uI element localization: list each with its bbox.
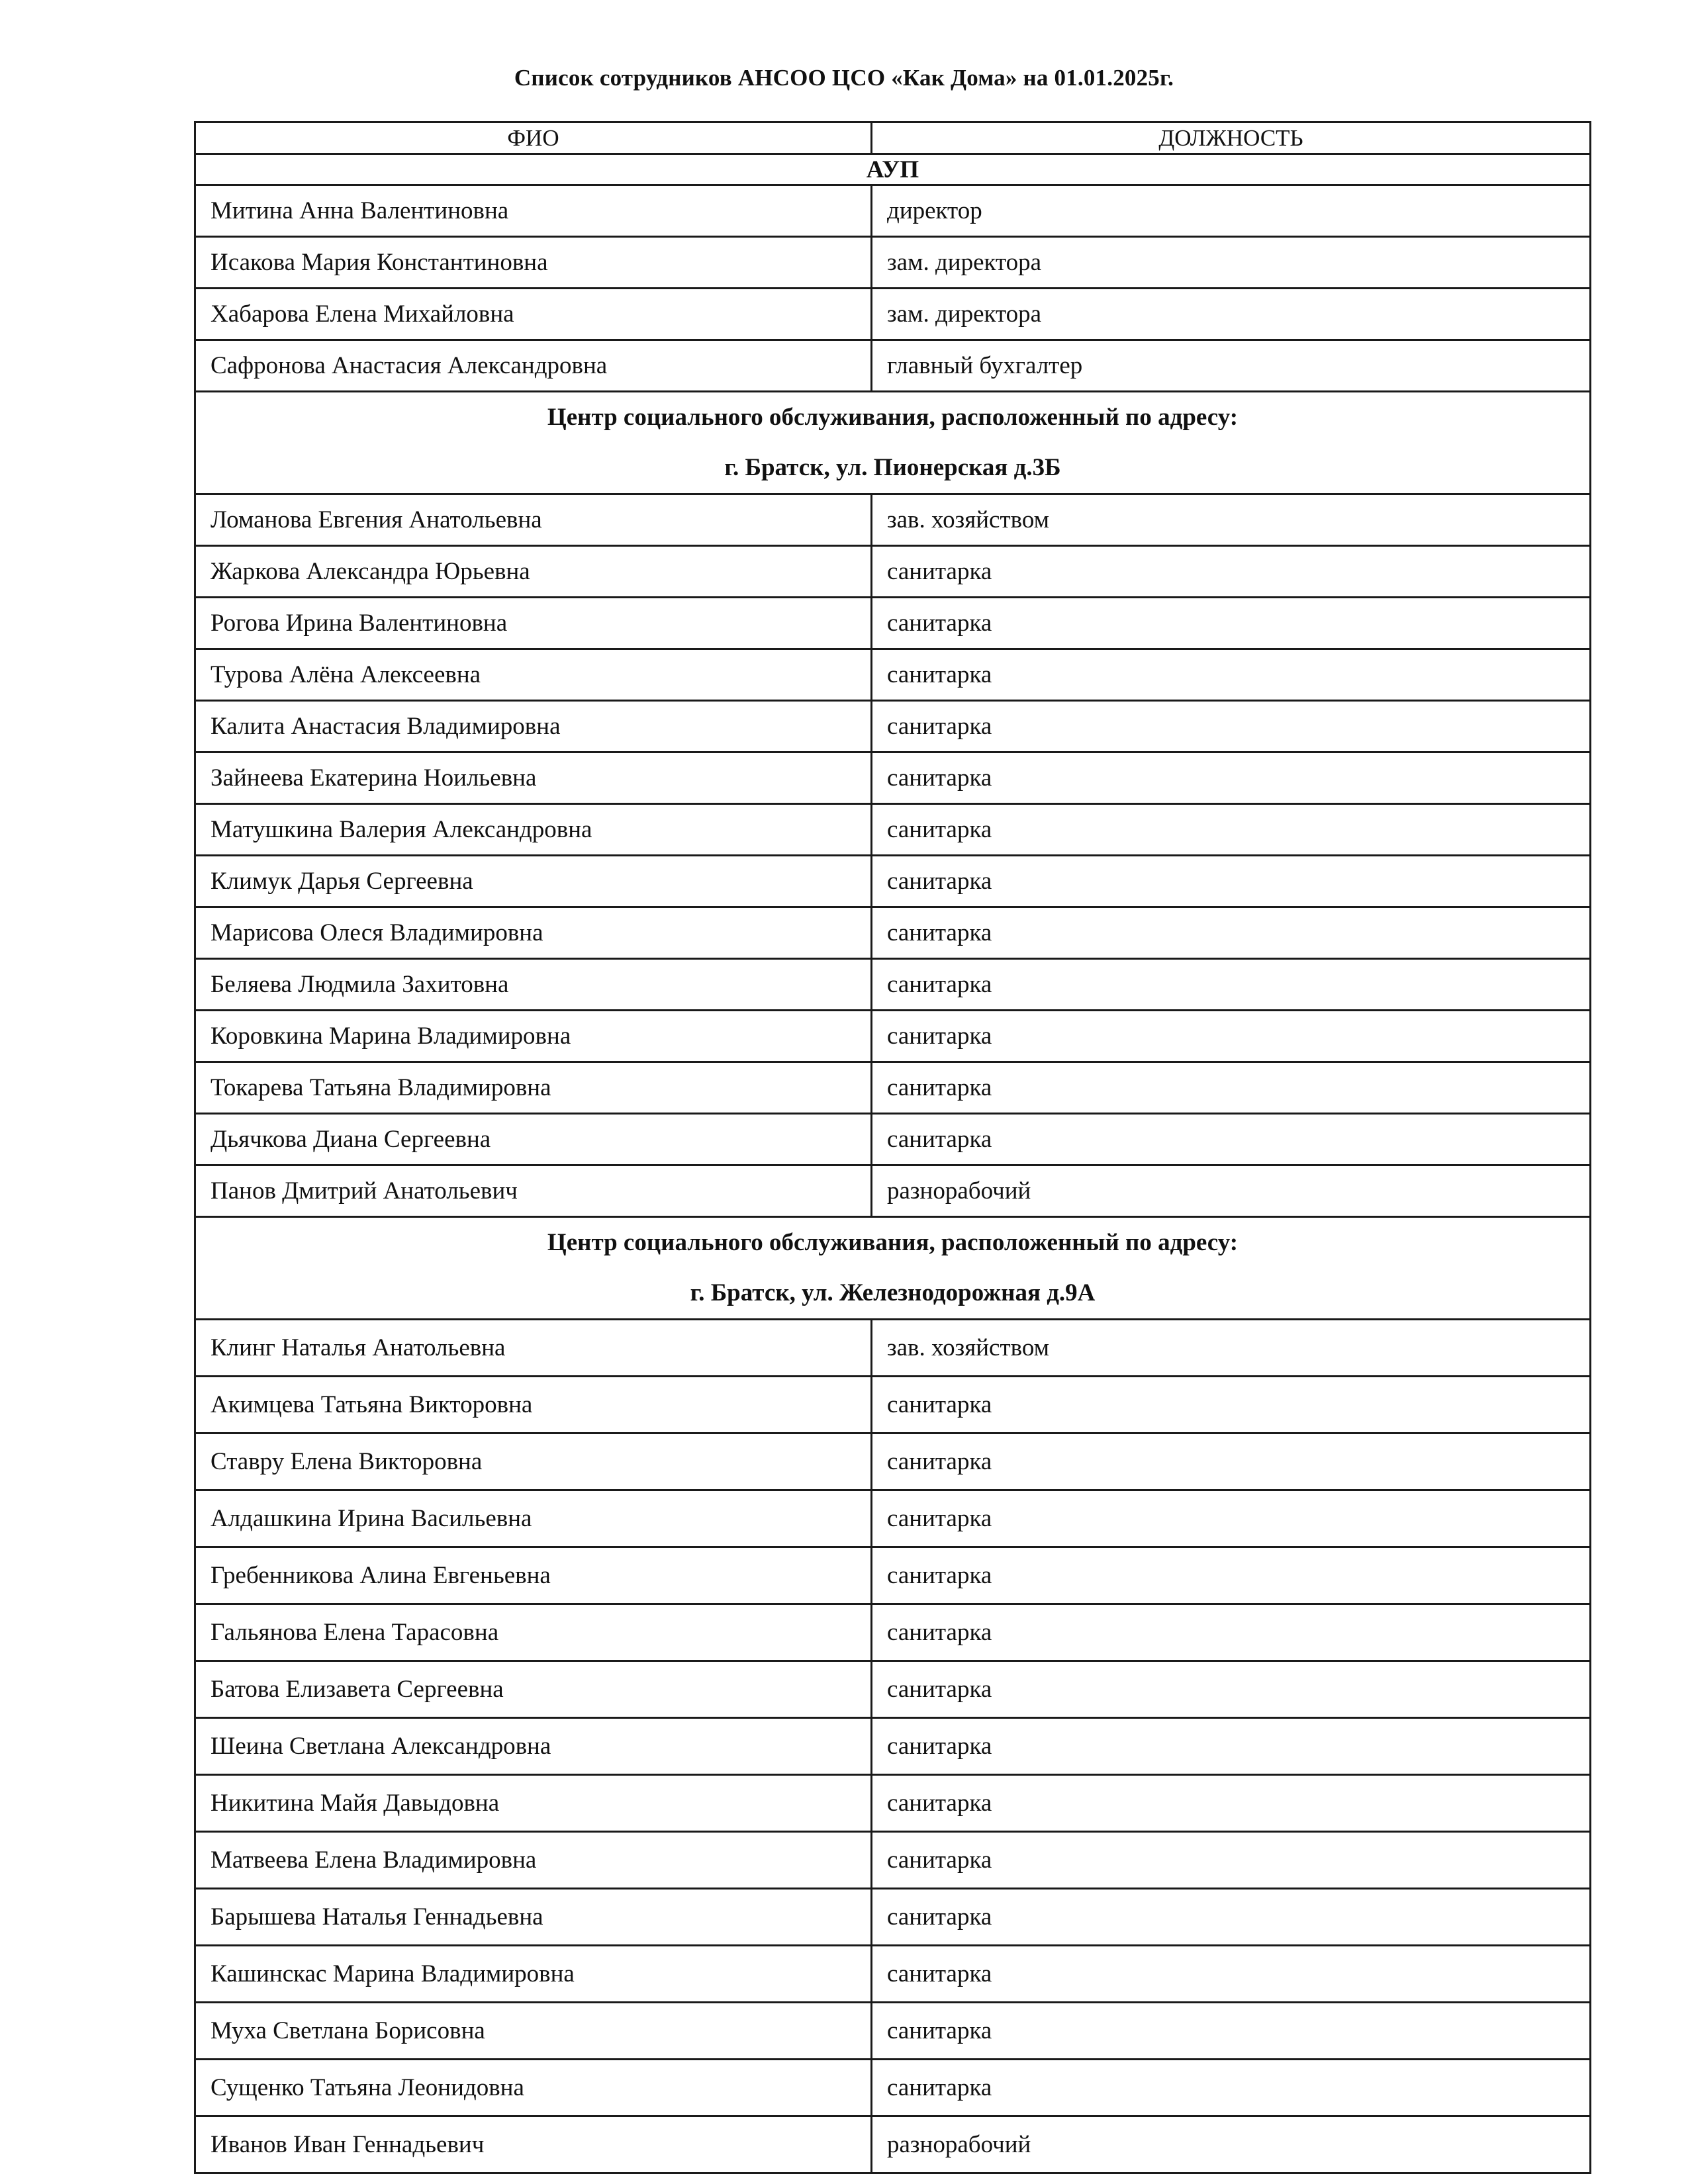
staff-table: [194, 121, 1591, 2174]
table-row: [195, 1775, 1591, 1832]
employee-name: Жаркова Александра Юрьевна: [195, 546, 872, 598]
table-row: [195, 1114, 1591, 1165]
employee-name: Ставру Елена Викторовна: [195, 1433, 872, 1490]
table-row: [195, 1165, 1591, 1217]
table-row: [195, 185, 1591, 237]
employee-name: Зайнеева Екатерина Ноильевна: [195, 752, 872, 804]
employee-position: санитарка: [872, 1718, 1591, 1775]
employee-position: санитарка: [872, 856, 1591, 907]
employee-name: Клинг Наталья Анатольевна: [195, 1320, 872, 1377]
table-row: [195, 1889, 1591, 1946]
table-row: [195, 856, 1591, 907]
table-row: [195, 907, 1591, 959]
employee-position: разнорабочий: [872, 1165, 1591, 1217]
employee-position: санитарка: [872, 1490, 1591, 1547]
table-row: [195, 2003, 1591, 2060]
table-row: [195, 1547, 1591, 1604]
table-row: [195, 1604, 1591, 1661]
employee-name: Никитина Майя Давыдовна: [195, 1775, 872, 1832]
employee-name: Барышева Наталья Геннадьевна: [195, 1889, 872, 1946]
employee-name: Кашинскас Марина Владимировна: [195, 1946, 872, 2003]
employee-name: Матушкина Валерия Александровна: [195, 804, 872, 856]
employee-name: Панов Дмитрий Анатольевич: [195, 1165, 872, 1217]
employee-position: зам. директора: [872, 289, 1591, 340]
employee-position: санитарка: [872, 546, 1591, 598]
table-row: [195, 1490, 1591, 1547]
table-row: [195, 1011, 1591, 1062]
table-row: [195, 1062, 1591, 1114]
employee-position: санитарка: [872, 1377, 1591, 1433]
section-heading-line: Центр социального обслуживания, расположенный по адресу:: [547, 404, 1239, 431]
employee-position: санитарка: [872, 804, 1591, 856]
table-row: [195, 1377, 1591, 1433]
table-row: [195, 1718, 1591, 1775]
employee-position: санитарка: [872, 649, 1591, 701]
page-title: Список сотрудников АНСОО ЦСО «Как Дома» на 01.01.2025г.: [514, 65, 1174, 91]
section-heading-row: [195, 154, 1591, 185]
employee-position: директор: [872, 185, 1591, 237]
table-row: [195, 237, 1591, 289]
employee-position: санитарка: [872, 752, 1591, 804]
employee-name: Гальянова Елена Тарасовна: [195, 1604, 872, 1661]
table-row: [195, 1661, 1591, 1718]
employee-name: Рогова Ирина Валентиновна: [195, 598, 872, 649]
table-row: [195, 340, 1591, 392]
employee-position: санитарка: [872, 1889, 1591, 1946]
employee-name: Беляева Людмила Захитовна: [195, 959, 872, 1011]
employee-position: санитарка: [872, 1946, 1591, 2003]
employee-position: санитарка: [872, 1114, 1591, 1165]
section-heading: [195, 154, 1591, 185]
employee-position: санитарка: [872, 701, 1591, 752]
employee-position: разнорабочий: [872, 2116, 1591, 2173]
table-row: [195, 1433, 1591, 1490]
table-row: [195, 804, 1591, 856]
table-row: [195, 2116, 1591, 2173]
section-heading-row: [195, 392, 1591, 494]
table-row: [195, 959, 1591, 1011]
employee-name: Марисова Олеся Владимировна: [195, 907, 872, 959]
employee-name: Ломанова Евгения Анатольевна: [195, 494, 872, 546]
table-row: [195, 289, 1591, 340]
employee-name: Акимцева Татьяна Викторовна: [195, 1377, 872, 1433]
employee-position: санитарка: [872, 1433, 1591, 1490]
employee-name: Климук Дарья Сергеевна: [195, 856, 872, 907]
employee-name: Митина Анна Валентиновна: [195, 185, 872, 237]
section-heading-line: г. Братск, ул. Железнодорожная д.9А: [690, 1279, 1096, 1306]
section-heading-line: Центр социального обслуживания, расположенный по адресу:: [547, 1229, 1239, 1256]
table-header-row: [195, 122, 1591, 154]
employee-name: Алдашкина Ирина Васильевна: [195, 1490, 872, 1547]
employee-position: санитарка: [872, 959, 1591, 1011]
table-row: [195, 494, 1591, 546]
table-row: [195, 598, 1591, 649]
header-name: ФИО: [195, 122, 872, 154]
employee-position: санитарка: [872, 2003, 1591, 2060]
employee-name: Хабарова Елена Михайловна: [195, 289, 872, 340]
employee-position: санитарка: [872, 1547, 1591, 1604]
table-row: [195, 2060, 1591, 2116]
employee-position: зам. директора: [872, 237, 1591, 289]
employee-name: Матвеева Елена Владимировна: [195, 1832, 872, 1889]
employee-position: санитарка: [872, 598, 1591, 649]
employee-name: Батова Елизавета Сергеевна: [195, 1661, 872, 1718]
table-row: [195, 1832, 1591, 1889]
employee-name: Сафронова Анастасия Александровна: [195, 340, 872, 392]
employee-name: Турова Алёна Алексеевна: [195, 649, 872, 701]
table-row: [195, 546, 1591, 598]
employee-position: санитарка: [872, 1832, 1591, 1889]
employee-name: Гребенникова Алина Евгеньевна: [195, 1547, 872, 1604]
employee-position: санитарка: [872, 1062, 1591, 1114]
employee-position: санитарка: [872, 1775, 1591, 1832]
table-row: [195, 752, 1591, 804]
employee-position: санитарка: [872, 1011, 1591, 1062]
employee-name: Калита Анастасия Владимировна: [195, 701, 872, 752]
employee-name: Иванов Иван Геннадьевич: [195, 2116, 872, 2173]
employee-name: Исакова Мария Константиновна: [195, 237, 872, 289]
employee-name: Токарева Татьяна Владимировна: [195, 1062, 872, 1114]
employee-name: Муха Светлана Борисовна: [195, 2003, 872, 2060]
section-heading-line: г. Братск, ул. Пионерская д.3Б: [724, 454, 1061, 481]
employee-name: Коровкина Марина Владимировна: [195, 1011, 872, 1062]
employee-position: зав. хозяйством: [872, 494, 1591, 546]
employee-position: зав. хозяйством: [872, 1320, 1591, 1377]
table-row: [195, 1946, 1591, 2003]
section-heading-row: [195, 1217, 1591, 1320]
header-position: ДОЛЖНОСТЬ: [872, 122, 1591, 154]
employee-position: санитарка: [872, 1661, 1591, 1718]
employee-name: Дьячкова Диана Сергеевна: [195, 1114, 872, 1165]
employee-position: главный бухгалтер: [872, 340, 1591, 392]
section-heading: [195, 1217, 1591, 1320]
table-row: [195, 649, 1591, 701]
employee-position: санитарка: [872, 1604, 1591, 1661]
section-heading-line: АУП: [866, 156, 919, 183]
table-row: [195, 701, 1591, 752]
employee-position: санитарка: [872, 2060, 1591, 2116]
table-row: [195, 1320, 1591, 1377]
employee-name: Сущенко Татьяна Леонидовна: [195, 2060, 872, 2116]
section-heading: [195, 392, 1591, 494]
employee-position: санитарка: [872, 907, 1591, 959]
employee-name: Шеина Светлана Александровна: [195, 1718, 872, 1775]
